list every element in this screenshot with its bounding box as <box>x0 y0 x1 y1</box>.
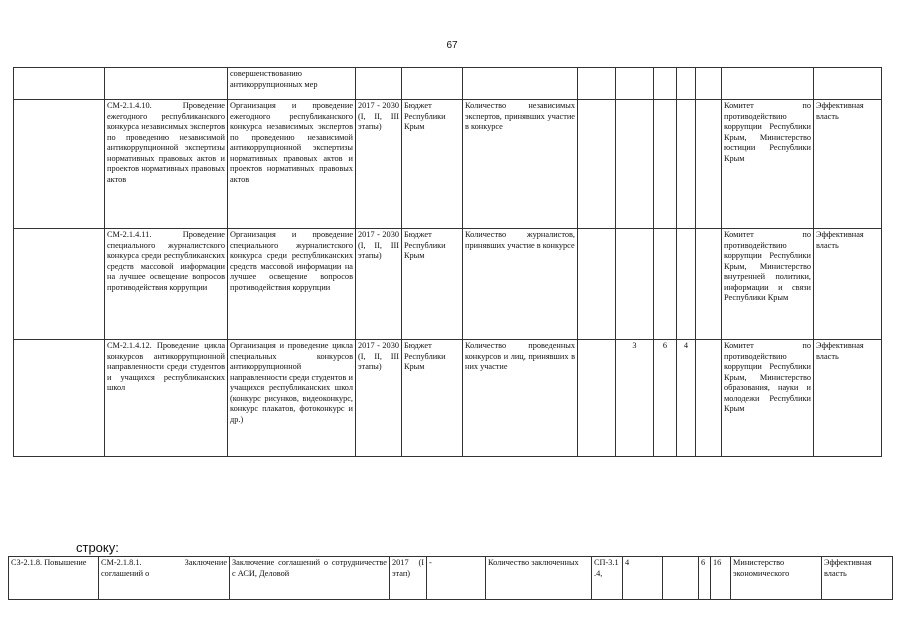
cell-value-4 <box>677 100 696 229</box>
cell-source: Бюджет Республики Крым <box>402 100 463 229</box>
cell-content: Заключение соглашений о сотрудничестве с АСИ, Деловой <box>230 557 390 600</box>
cell-value-3: 6 <box>699 557 711 600</box>
cell-period <box>356 68 402 100</box>
cell-source: - <box>427 557 486 600</box>
cell-value-3: 6 <box>654 340 677 457</box>
cell-id <box>14 68 105 100</box>
main-program-table <box>13 67 882 457</box>
cell-indicator: Количество проведенных конкурсов и лиц, принявших в них участие <box>463 340 578 457</box>
cell-period: 2017 - 2030 (I, II, III этапы) <box>356 340 402 457</box>
cell-id <box>14 100 105 229</box>
cell-value-3 <box>654 100 677 229</box>
stroku-label: строку: <box>76 540 119 555</box>
cell-value-2 <box>616 229 654 340</box>
cell-content: совершенствованию антикоррупционных мер <box>228 68 356 100</box>
cell-value-4: 16 <box>711 557 731 600</box>
cell-responsible: Комитет по противодействию коррупции Республики Крым, Министерство юстиции Республики Крым <box>722 100 814 229</box>
cell-value-1 <box>578 229 616 340</box>
cell-content: Организация и проведение специального журналистского конкурса среди республиканских средств массовой информации на лучшее освещение вопросов противодействия коррупции <box>228 229 356 340</box>
cell-indicator <box>463 68 578 100</box>
cell-source: Бюджет Республики Крым <box>402 229 463 340</box>
cell-value-4 <box>677 229 696 340</box>
cell-period: 2017 (I этап) <box>390 557 427 600</box>
cell-value-5 <box>696 68 722 100</box>
table-row <box>14 229 882 340</box>
cell-value-2 <box>663 557 699 600</box>
cell-event: СМ-2.1.4.12. Проведение цикла конкурсов антикоррупционной направленности среди студентов и учащихся республиканских школ <box>105 340 228 457</box>
cell-responsible: Министерство экономического <box>731 557 822 600</box>
cell-value-4: 4 <box>677 340 696 457</box>
cell-value-1 <box>578 340 616 457</box>
cell-period: 2017 - 2030 (I, II, III этапы) <box>356 229 402 340</box>
cell-content: Организация и проведение ежегодного республиканского конкурса независимых экспертов по проведению независимой антикоррупционной экспертизы нормативных правовых актов и проектов нормативных правовых актов <box>228 100 356 229</box>
cell-source: Бюджет Республики Крым <box>402 340 463 457</box>
cell-value-3 <box>654 229 677 340</box>
page-number: 67 <box>446 40 458 51</box>
cell-event: СМ-2.1.4.11. Проведение специального журналистского конкурса среди республиканских средств массовой информации на лучшее освещение вопросов противодействия коррупции <box>105 229 228 340</box>
table-row <box>14 340 882 457</box>
replacement-row-table <box>8 556 893 600</box>
cell-value-5 <box>696 229 722 340</box>
cell-event <box>105 68 228 100</box>
cell-event: СМ-2.1.8.1. Заключение соглашений о <box>99 557 230 600</box>
cell-indicator: Количество независимых экспертов, принявших участие в конкурсе <box>463 100 578 229</box>
cell-value-1 <box>578 100 616 229</box>
cell-value-5 <box>696 340 722 457</box>
cell-value-2 <box>616 68 654 100</box>
cell-period: 2017 - 2030 (I, II, III этапы) <box>356 100 402 229</box>
cell-indicator: Количество заключенных <box>486 557 592 600</box>
cell-value-5 <box>696 100 722 229</box>
cell-id: СЗ-2.1.8. Повышение <box>9 557 99 600</box>
cell-source <box>402 68 463 100</box>
cell-responsible: Комитет по противодействию коррупции Республики Крым, Министерство внутренней политики, информации и связи Республики Крым <box>722 229 814 340</box>
cell-value-4 <box>677 68 696 100</box>
cell-value-1 <box>578 68 616 100</box>
cell-id <box>14 340 105 457</box>
cell-value-3 <box>654 68 677 100</box>
cell-content: Организация и проведение цикла специальных конкурсов антикоррупционной направленности среди студентов и учащихся республиканских школ (конкурс рисунков, видеоконкурс, конкурс плакатов, фотоконкурс и др.) <box>228 340 356 457</box>
cell-value-2 <box>616 100 654 229</box>
cell-value-2: 3 <box>616 340 654 457</box>
cell-result <box>814 68 882 100</box>
cell-result: Эффективная власть <box>822 557 893 600</box>
cell-responsible <box>722 68 814 100</box>
cell-id <box>14 229 105 340</box>
table-row <box>9 557 893 600</box>
table-row <box>14 68 882 100</box>
cell-result: Эффективная власть <box>814 100 882 229</box>
cell-result: Эффективная власть <box>814 340 882 457</box>
cell-indicator: Количество журналистов, принявших участие в конкурсе <box>463 229 578 340</box>
cell-code: СП-3.1.4, <box>592 557 623 600</box>
cell-responsible: Комитет по противодействию коррупции Республики Крым, Министерство образования, науки и молодежи Республики Крым <box>722 340 814 457</box>
cell-value-1: 4 <box>623 557 663 600</box>
table-row <box>14 100 882 229</box>
cell-result: Эффективная власть <box>814 229 882 340</box>
cell-event: СМ-2.1.4.10. Проведение ежегодного республиканского конкурса независимых экспертов по проведению независимой антикоррупционной экспертизы нормативных правовых актов и проектов нормативных правовых актов <box>105 100 228 229</box>
